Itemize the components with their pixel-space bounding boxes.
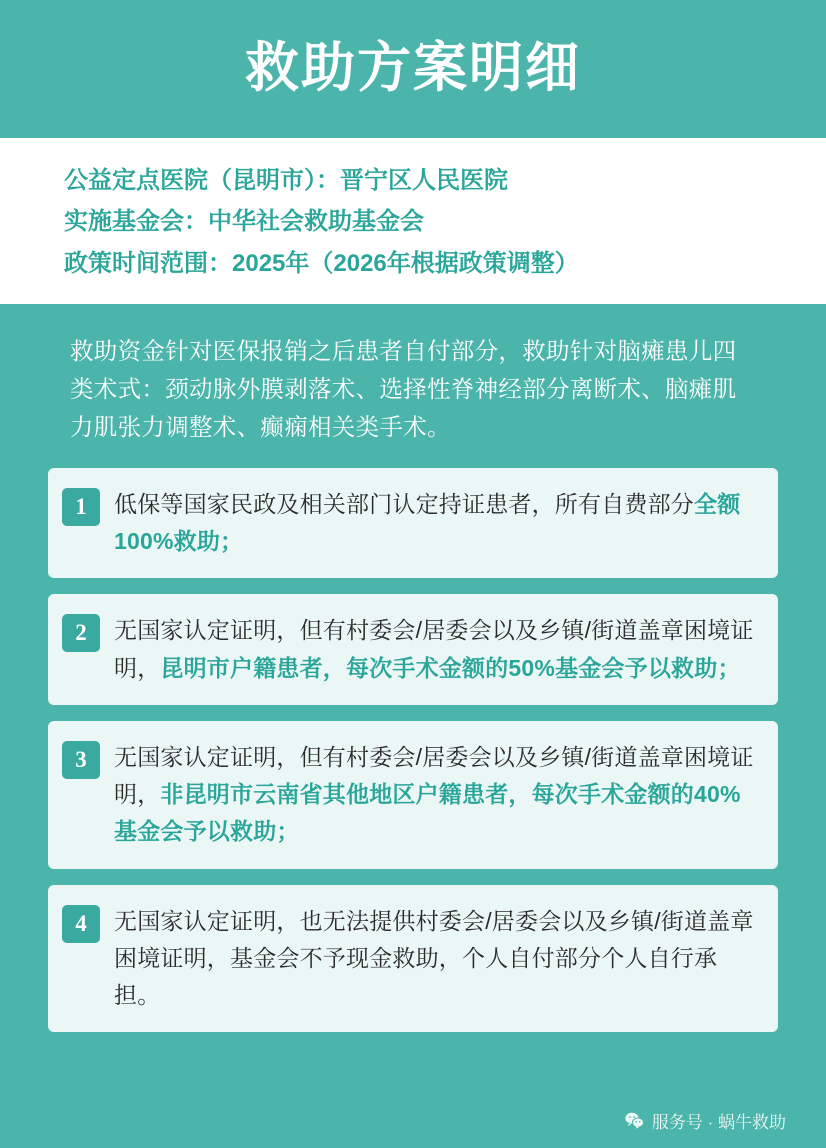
list-item <box>48 721 778 869</box>
item-text <box>114 739 756 851</box>
info-line-policy-period: 政策时间范围：2025年（2026年根据政策调整） <box>64 249 579 277</box>
info-band <box>0 138 826 304</box>
page-title: 救助方案明细 <box>245 38 581 99</box>
intro-paragraph: 救助资金针对医保报销之后患者自付部分，救助针对脑瘫患儿四类术式：颈动脉外膜剥落术、选择性脊神经部分离断术、脑瘫肌力肌张力调整术、癫痫相关类手术。 <box>70 337 737 440</box>
list-item <box>48 594 778 705</box>
wechat-account-name: 服务号 · 蜗牛救助 <box>651 1112 786 1132</box>
item-text <box>114 903 756 1015</box>
item-text <box>114 612 756 687</box>
poster-footer <box>0 1092 826 1148</box>
item-text-plain: 无国家认定证明，但有村委会/居委会以及乡镇/街道盖章困境证明， <box>114 617 754 681</box>
list-item <box>48 885 778 1033</box>
item-text-plain: 低保等国家民政及相关部门认定持证患者，所有自费部分 <box>114 490 694 517</box>
item-text-plain: 无国家认定证明，也无法提供村委会/居委会以及乡镇/街道盖章困境证明，基金会不予现金救助，个人自付部分个人自行承担。 <box>114 907 754 1009</box>
poster-header <box>0 0 826 138</box>
item-text-plain: 无国家认定证明，但有村委会/居委会以及乡镇/街道盖章困境证明， <box>114 743 754 808</box>
item-number-badge: 3 <box>62 741 100 779</box>
item-text <box>114 486 756 561</box>
item-number-badge: 1 <box>62 488 100 526</box>
item-text-highlight: 昆明市户籍患者，每次手术金额的50%基金会予以救助； <box>160 654 741 681</box>
item-number-badge: 2 <box>62 614 100 652</box>
list-item <box>48 468 778 579</box>
wechat-icon <box>625 1112 644 1129</box>
poster-body <box>0 304 826 1092</box>
info-line-foundation: 实施基金会：中华社会救助基金会 <box>64 208 424 236</box>
info-line-hospital: 公益定点医院（昆明市）：晋宁区人民医院 <box>64 167 508 194</box>
wechat-account-mark <box>625 1108 786 1133</box>
item-text-highlight: 非昆明市云南省其他地区户籍患者，每次手术金额的40%基金会予以救助； <box>114 781 741 845</box>
item-number-badge: 4 <box>62 905 100 943</box>
item-text-highlight: 全额100%救助； <box>114 490 741 555</box>
